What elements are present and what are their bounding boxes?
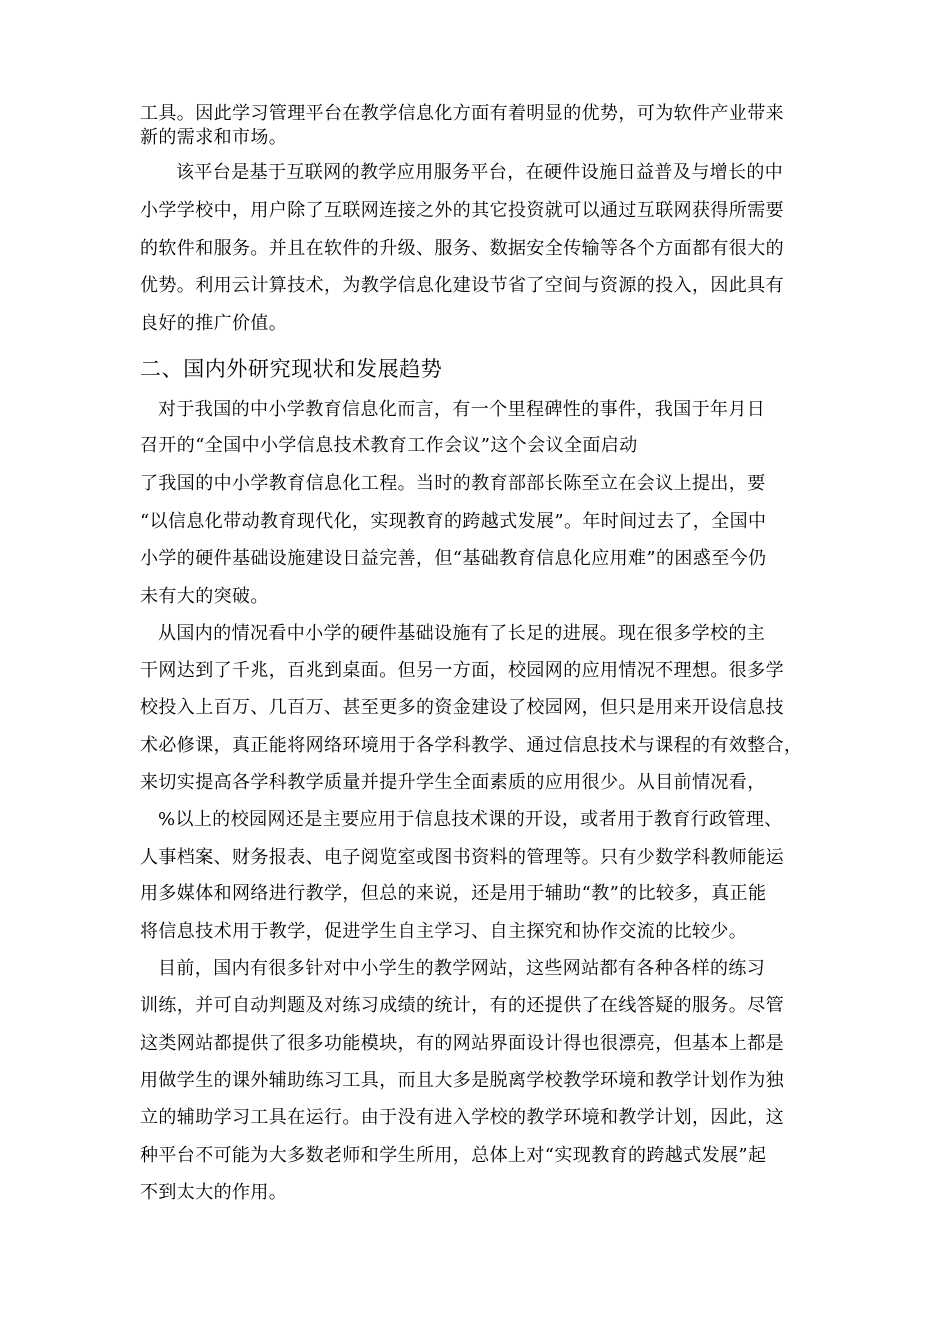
paragraph-line: 小学学校中，用户除了互联网连接之外的其它投资就可以通过互联网获得所需要 <box>140 200 784 221</box>
paragraph-line: 立的辅助学习工具在运行。由于没有进入学校的教学环境和教学计划，因此，这 <box>140 1107 784 1128</box>
paragraph-line: 用多媒体和网络进行教学，但总的来说，还是用于辅助“教”的比较多，真正能 <box>140 883 767 904</box>
intro-line: 新的需求和市场。 <box>140 127 288 148</box>
paragraph-line: 小学的硬件基础设施建设日益完善，但“基础教育信息化应用难”的困惑至今仍 <box>140 548 767 569</box>
paragraph-line: 术必修课，真正能将网络环境用于各学科教学、通过信息技术与课程的有效整合， <box>140 735 803 756</box>
paragraph-line: 不到太大的作用。 <box>140 1182 288 1203</box>
paragraph-line: 召开的“全国中小学信息技术教育工作会议”这个会议全面启动 <box>140 435 638 456</box>
paragraph-line: 人事档案、财务报表、电子阅览室或图书资料的管理等。只有少数学科教师能运 <box>140 847 784 868</box>
paragraph-line: 良好的推广价值。 <box>140 313 288 334</box>
paragraph-line: 将信息技术用于教学，促进学生自主学习、自主探究和协作交流的比较少。 <box>140 921 748 942</box>
paragraph-line: 来切实提高各学科教学质量并提升学生全面素质的应用很少。从目前情况看， <box>140 772 766 793</box>
paragraph-line: 种平台不可能为大多数老师和学生所用，总体上对“实现教育的跨越式发展”起 <box>140 1145 767 1166</box>
paragraph-line: 了我国的中小学教育信息化工程。当时的教育部部长陈至立在会议上提出，要 <box>140 473 766 494</box>
paragraph-line: 的软件和服务。并且在软件的升级、服务、数据安全传输等各个方面都有很大的 <box>140 238 784 259</box>
paragraph-line: 对于我国的中小学教育信息化而言，有一个里程碑性的事件，我国于年月日 <box>158 399 766 420</box>
paragraph-line: 用做学生的课外辅助练习工具，而且大多是脱离学校教学环境和教学计划作为独 <box>140 1070 784 1091</box>
paragraph-line: 优势。利用云计算技术，为教学信息化建设节省了空间与资源的投入，因此具有 <box>140 275 784 296</box>
paragraph-line: “以信息化带动教育现代化，实现教育的跨越式发展”。年时间过去了，全国中 <box>140 511 767 532</box>
section-heading: 二、国内外研究现状和发展趋势 <box>140 357 443 381</box>
paragraph-line: 目前，国内有很多针对中小学生的教学网站，这些网站都有各种各样的练习 <box>158 958 766 979</box>
paragraph-line: 训练，并可自动判题及对练习成绩的统计，有的还提供了在线答疑的服务。尽管 <box>140 995 784 1016</box>
paragraph-line: 未有大的突破。 <box>140 586 269 607</box>
paragraph-line: %以上的校园网还是主要应用于信息技术课的开设，或者用于教育行政管理、 <box>158 809 783 830</box>
paragraph-line: 这类网站都提供了很多功能模块，有的网站界面设计得也很漂亮，但基本上都是 <box>140 1033 784 1054</box>
paragraph-line: 从国内的情况看中小学的硬件基础设施有了长足的进展。现在很多学校的主 <box>158 623 766 644</box>
paragraph-line: 该平台是基于互联网的教学应用服务平台，在硬件设施日益普及与增长的中 <box>176 162 784 183</box>
intro-line: 工具。因此学习管理平台在教学信息化方面有着明显的优势，可为软件产业带来 <box>140 103 784 124</box>
paragraph-line: 校投入上百万、几百万、甚至更多的资金建设了校园网，但只是用来开设信息技 <box>140 697 784 718</box>
paragraph-line: 干网达到了千兆，百兆到桌面。但另一方面，校园网的应用情况不理想。很多学 <box>140 660 784 681</box>
